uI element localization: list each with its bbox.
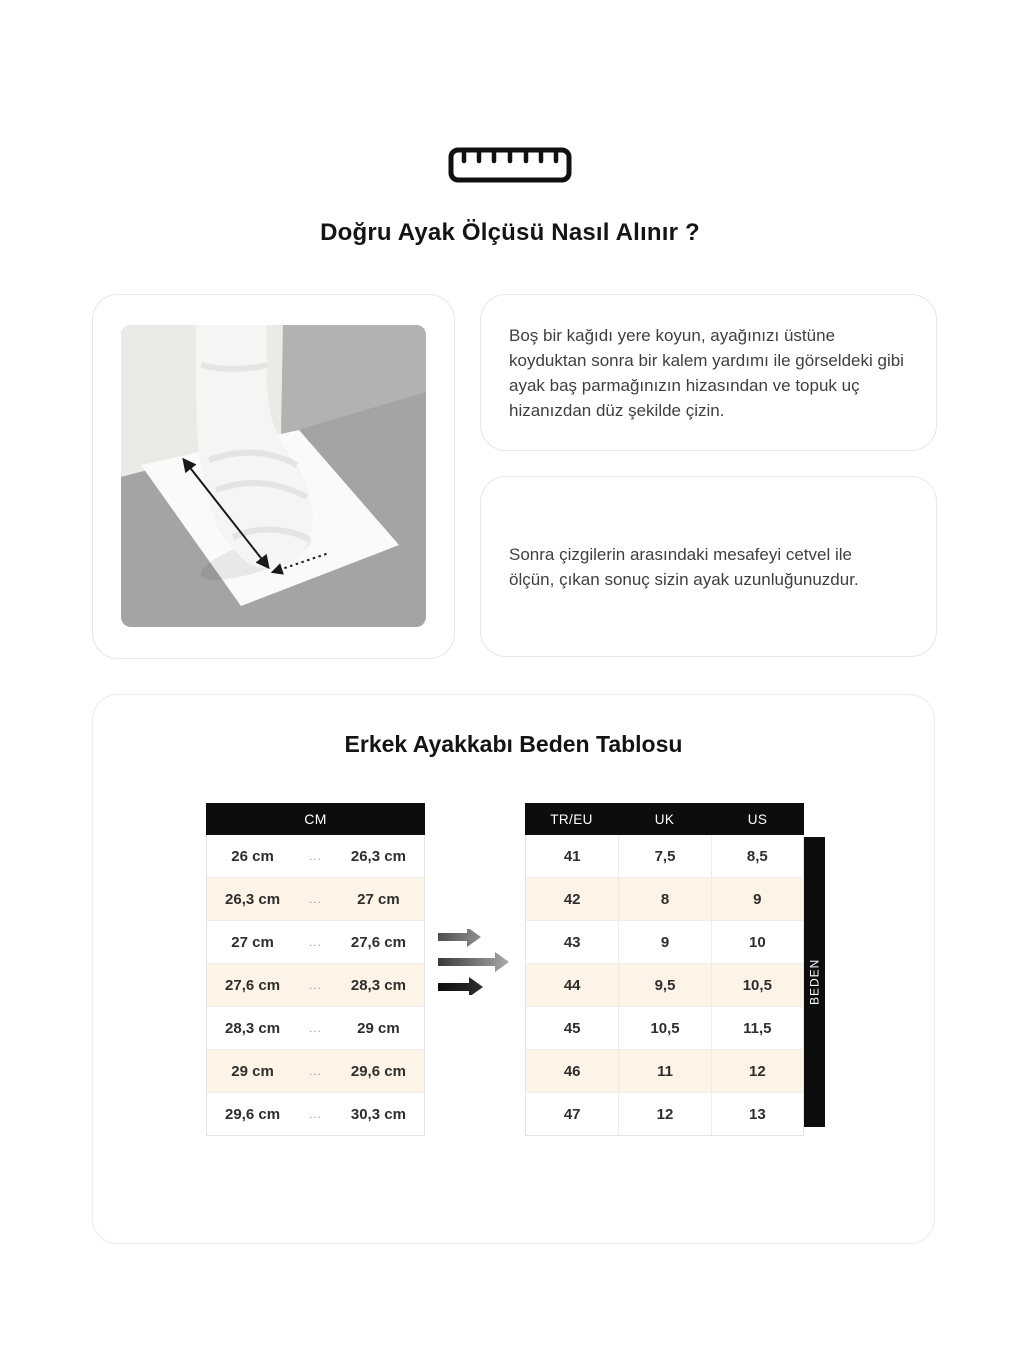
cm-table-row [207,964,424,1007]
size-table-row [526,1093,803,1135]
size-us: 9 [711,878,803,920]
size-uk: 9 [618,921,710,963]
size-table-row [526,964,803,1007]
instruction-text-1: Boş bir kağıdı yere koyun, ayağınızı üstüne koyduktan sonra bir kalem yardımı ile görseldeki gibi ayak baş parmağınızın hizasından ve topuk uç hizanızdan düz şekilde çizin. [509,325,904,420]
size-table-row [526,835,803,878]
cm-from: 26,3 cm [225,890,281,908]
cm-from: 27,6 cm [225,976,281,994]
instruction-card-2 [480,476,937,657]
size-eu: 43 [563,933,581,951]
range-dots: ... [308,1107,322,1121]
size-eu: 46 [563,1062,581,1080]
cm-table-row [207,878,424,921]
size-us: 8,5 [711,835,803,877]
cm-table-row [207,1007,424,1050]
measure-photo-card [92,294,455,659]
range-dots: ... [308,892,322,906]
size-uk: 7,5 [618,835,710,877]
size-us: 11,5 [711,1007,803,1049]
range-dots: ... [308,1064,322,1078]
cm-to: 27,6 cm [350,933,406,951]
size-chart-title: Erkek Ayakkabı Beden Tablosu [344,731,683,757]
size-table-row [526,1050,803,1093]
size-uk: 10,5 [618,1007,710,1049]
cm-table-header: CM [206,803,425,835]
beden-side-label: BEDEN [804,837,825,1127]
cm-to: 29 cm [357,1019,400,1037]
cm-to: 28,3 cm [350,976,406,994]
cm-table-row [207,1050,424,1093]
range-dots: ... [308,978,322,992]
cm-from: 29,6 cm [225,1105,281,1123]
instruction-card-1 [480,294,937,451]
ruler-icon [448,147,572,183]
size-table [525,803,804,1136]
instruction-cards [480,294,937,659]
size-table-row [526,921,803,964]
cm-table [206,803,425,1136]
size-eu: 47 [563,1105,581,1123]
range-dots: ... [308,935,322,949]
size-chart-card [92,694,935,1244]
cm-from: 26 cm [231,847,274,865]
foot-measure-photo [121,325,426,627]
cm-to: 30,3 cm [350,1105,406,1123]
how-to-section [92,294,937,659]
size-table-row [526,1007,803,1050]
size-uk: 8 [618,878,710,920]
header-tr-eu: TR/EU [550,811,593,827]
size-us: 13 [711,1093,803,1135]
range-dots: ... [308,1021,322,1035]
conversion-arrows [437,929,511,995]
size-uk: 12 [618,1093,710,1135]
cm-to: 27 cm [357,890,400,908]
page-title: Doğru Ayak Ölçüsü Nasıl Alınır ? [320,219,700,246]
size-us: 12 [711,1050,803,1092]
size-us: 10,5 [711,964,803,1006]
cm-table-row [207,921,424,964]
header-us: US [747,811,768,827]
size-eu: 42 [563,890,581,908]
size-eu: 45 [563,1019,581,1037]
cm-from: 28,3 cm [225,1019,281,1037]
ruler-icon-row [0,0,1020,183]
arrow-right-icon [437,929,511,995]
cm-from: 29 cm [231,1062,274,1080]
size-table-header [525,803,804,835]
instruction-text-2: Sonra çizgilerin arasındaki mesafeyi cetvel ile ölçün, çıkan sonuç sizin ayak uzunluğunuzdur. [509,544,859,589]
size-us: 10 [711,921,803,963]
size-uk: 11 [618,1050,710,1092]
cm-to: 29,6 cm [350,1062,406,1080]
size-table-row [526,878,803,921]
size-eu: 41 [563,847,581,865]
cm-from: 27 cm [231,933,274,951]
cm-to: 26,3 cm [350,847,406,865]
size-uk: 9,5 [618,964,710,1006]
header-uk: UK [654,811,675,827]
cm-table-row [207,835,424,878]
range-dots: ... [308,849,322,863]
cm-table-row [207,1093,424,1135]
size-eu: 44 [563,976,581,994]
